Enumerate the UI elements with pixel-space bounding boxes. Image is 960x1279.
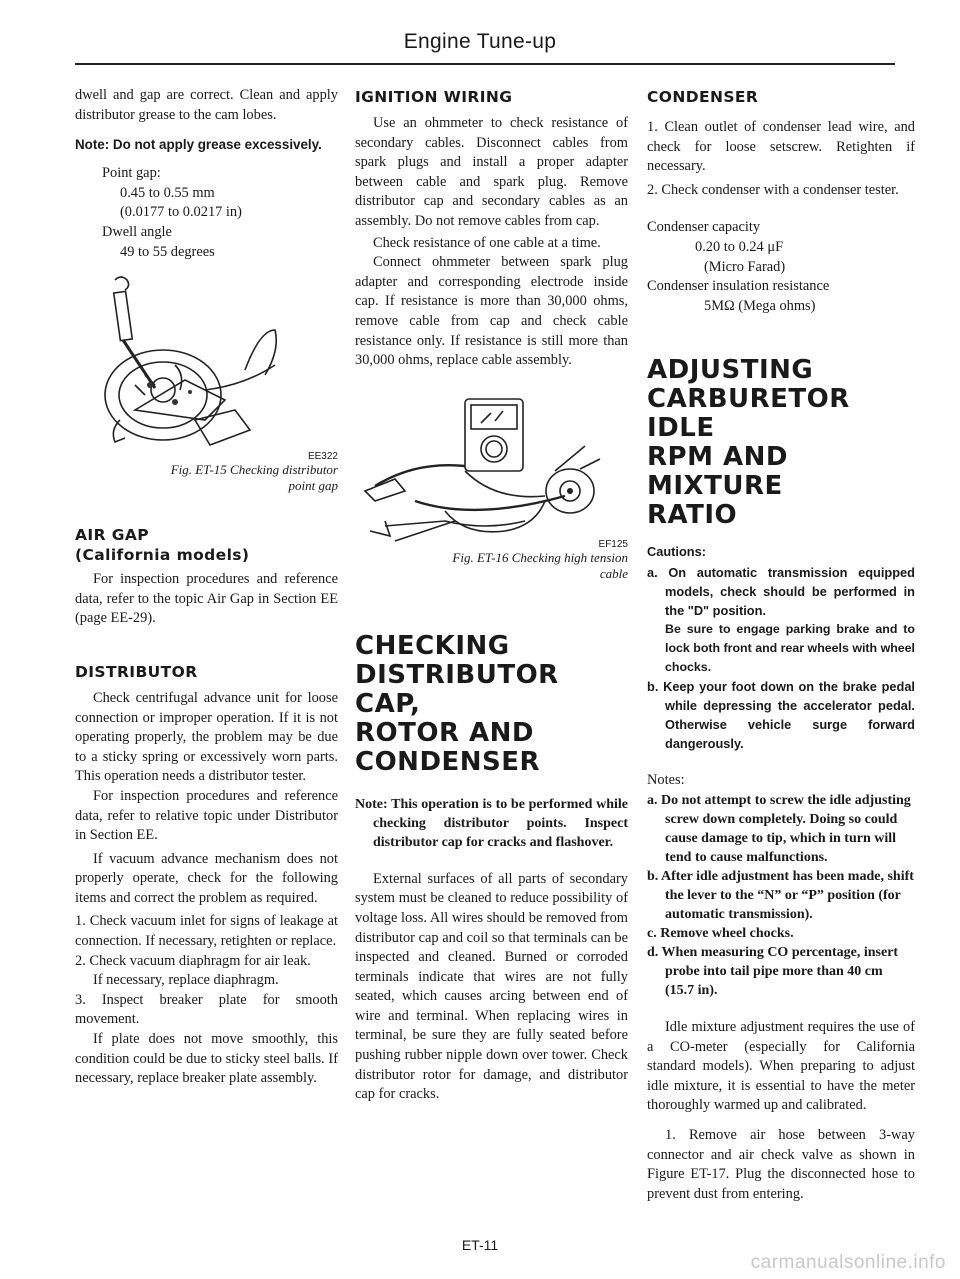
checking-heading-line3: ROTOR AND [355,717,534,748]
fig15-caption-line2: point gap [288,478,338,494]
air-gap-subheading: (California models) [75,546,250,565]
air-gap-heading: AIR GAP [75,526,149,545]
caution-a: a. On automatic transmission equipped models, check should be performed in the "D" position. [647,565,915,619]
idle-mixture-paragraph: Idle mixture adjustment requires the use of a CO-meter (especially for California standard models). When preparing to adjust idle mixture, it is essential to have the meter thoroughly warmed up and calibrated. [647,1018,915,1114]
idle-mixture-step-1: 1. Remove air hose between 3-way connector and air check valve as shown in Figure ET-17. Plug the disconnected hose to prevent dust from entering. [647,1126,915,1202]
caution-b: b. Keep your foot down on the brake pedal while depressing the accelerator pedal. Otherwise vehicle surge forward dangerously. [647,679,915,752]
checking-heading-line4: CONDENSER [355,746,541,777]
column-2 [355,78,628,1105]
adjusting-heading-line2: CARBURETOR IDLE [647,384,850,444]
condenser-capacity-label: Condenser capacity [647,219,761,236]
distributor-item-3b: If plate does not move smoothly, this condition could be due to sticky steel balls. If necessary, replace breaker plate assembly. [75,1031,338,1087]
figure-et16 [355,391,628,582]
condenser-spec [647,218,915,316]
fig15-code: EE322 [307,451,338,463]
dwell-value: 49 to 55 degrees [120,243,215,260]
note-d: d. When measuring CO percentage, insert probe into tail pipe more than 40 cm (15.7 in). [647,944,899,998]
condenser-insulation-value: 5MΩ (Mega ohms) [704,297,816,314]
note-b: b. After idle adjustment has been made, shift the lever to the “N” or “P” position (for automatic transmission). [647,868,914,922]
ignition-p3: Connect ohmmeter between spark plug adapter and corresponding electrode inside cap. If resistance is more than 30,000 ohms, remove cable from cap and check cable resistance only. If resistance is still more than 30,000 ohms, replace cable assembly. [355,254,628,369]
condenser-capacity-value: 0.20 to 0.24 μF [695,238,784,255]
condenser-capacity-unit: (Micro Farad) [704,258,786,275]
condenser-heading: CONDENSER [647,88,759,106]
distributor-item-2b: If necessary, replace diaphragm. [93,972,279,989]
intro-paragraph: dwell and gap are correct. Clean and apply distributor grease to the cam lobes. [75,87,338,123]
watermark: carmanualsonline.info [750,1252,946,1273]
adjusting-heading-line3: RPM AND MIXTURE [647,442,788,502]
fig16-caption-line1: Fig. ET-16 Checking high tension [452,549,628,565]
column-1 [75,78,338,1089]
ignition-heading: IGNITION WIRING [355,88,513,106]
checking-heading-line2: DISTRIBUTOR CAP, [355,659,559,719]
fig16-code: EF125 [598,538,628,550]
adjusting-heading [647,356,915,530]
point-gap-label: Point gap: [102,165,161,182]
adjusting-heading-line4: RATIO [647,500,738,531]
distributor-item-2: 2. Check vacuum diaphragm for air leak. [75,952,311,969]
fig15-caption-line1: Fig. ET-15 Checking distributor [170,462,338,478]
note-a: a. Do not attempt to screw the idle adjusting screw down completely. Doing so could cause damage to tip, which in turn will tend to cause malfunctions. [647,792,911,865]
ignition-p2: Check resistance of one cable at a time. [373,234,601,251]
distributor-p3: If vacuum advance mechanism does not properly operate, check for the following items and correct the problem as required. [75,850,338,906]
note-c: c. Remove wheel chocks. [647,925,794,941]
distributor-p2: For inspection procedures and reference data, refer to relative topic under Distributor in Section EE. [75,787,338,844]
distributor-heading: DISTRIBUTOR [75,662,198,681]
adjusting-heading-line1: ADJUSTING [647,355,814,386]
air-gap-body: For inspection procedures and reference data, refer to the topic Air Gap in Section EE (page EE-29). [75,571,338,627]
column-3 [647,78,915,1204]
checking-note: Note: This operation is to be performed while checking distributor points. Inspect distributor cap for cracks and flashover. [355,796,628,850]
condenser-insulation-label: Condenser insulation resistance [647,278,830,295]
grease-note: Note: Do not apply grease excessively. [75,137,322,153]
page-header: Engine Tune-up [403,30,557,53]
point-gap-mm: 0.45 to 0.55 mm [120,184,215,201]
page-number: ET-11 [461,1237,499,1253]
dwell-label: Dwell angle [102,223,172,240]
distributor-item-3: 3. Inspect breaker plate for smooth movement. [75,991,338,1028]
caution-a2: Be sure to engage parking brake and to lock both front and rear wheels with wheel chocks. [665,622,915,675]
ignition-p1: Use an ohmmeter to check resistance of secondary cables. Disconnect cables from spark plugs and install a proper adapter between cable and spark plug. Remove distributor cap and secondary cables as an assembly. Do not remove cables from cap. [355,115,628,229]
checking-body: External surfaces of all parts of secondary system must be cleaned to reduce possibility of voltage loss. All wires should be removed from distributor cap and coil so that terminals can be inspected and cleaned. Burned or corroded terminals indicate that wires are not fully seated, which causes arcing between end of wire and terminal. When replacing wires in terminal, be sure they are fully seated before pushing rubber nipple down over tower. Check distributor rotor for damage, and distributor cap for cracks. [355,870,628,1103]
condenser-item-2: 2. Check condenser with a condenser tester. [647,181,899,198]
checking-heading [355,632,628,777]
distributor-p1: Check centrifugal advance unit for loose connection or improper operation. If it is not operating properly, the problem may be due to a sticky spring or excessively worn parts. This operation needs a distributor tester. [75,689,338,785]
header-rule [75,63,895,65]
distributor-point-gap-illustration [75,270,338,455]
fig16-caption-line2: cable [599,565,628,581]
cautions-label: Cautions: [647,544,707,560]
distributor-item-1: 1. Check vacuum inlet for signs of leakage at connection. If necessary, retighten or replace. [75,913,338,950]
condenser-item-1: 1. Clean outlet of condenser lead wire, and check for loose setscrew. Retighten if necessary. [647,119,915,175]
checking-heading-line1: CHECKING [355,630,510,661]
figure-et15 [75,270,338,494]
point-gap-spec [75,164,338,262]
point-gap-in: (0.0177 to 0.0217 in) [120,204,242,221]
high-tension-cable-illustration [355,391,628,551]
notes-label: Notes: [647,772,685,789]
